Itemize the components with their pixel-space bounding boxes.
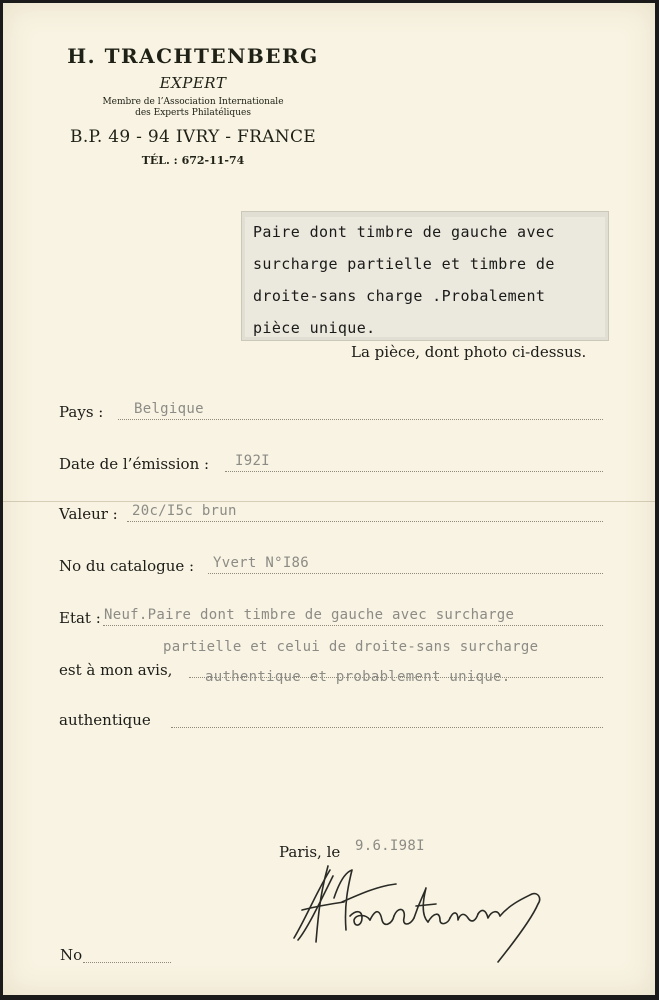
membership-text xyxy=(33,97,353,119)
place-label: Paris, le xyxy=(279,843,341,861)
number-label: No xyxy=(60,946,83,964)
issue-date-value: I92I xyxy=(235,453,270,469)
photo-text-line-4: pièce unique. xyxy=(253,319,376,337)
membership-line-1: Membre de l’Association Internationale xyxy=(102,97,284,107)
authentic-line xyxy=(171,727,603,728)
country-line xyxy=(118,419,603,420)
condition-value-2: partielle et celui de droite-sans surcharge xyxy=(163,639,539,655)
catalog-line xyxy=(208,573,603,574)
fold-line xyxy=(3,501,655,502)
value-line xyxy=(127,521,603,522)
photo-text-line-3: droite-sans charge .Probalement xyxy=(253,287,546,305)
condition-label: Etat : xyxy=(59,609,101,627)
stamp-photo-area xyxy=(241,211,609,341)
signature-date: 9.6.I98I xyxy=(355,838,425,854)
value-label: Valeur : xyxy=(59,505,118,523)
value-value: 20c/I5c brun xyxy=(132,503,237,519)
country-value: Belgique xyxy=(134,401,204,417)
condition-value-3: authentique et probablement unique. xyxy=(205,669,511,685)
photo-text-line-2: surcharge partielle et timbre de xyxy=(253,255,555,273)
membership-line-2: des Experts Philatéliques xyxy=(135,108,251,118)
certificate-page xyxy=(3,3,655,995)
condition-value-1: Neuf.Paire dont timbre de gauche avec surcharge xyxy=(104,607,515,623)
postal-address: B.P. 49 - 94 IVRY - FRANCE xyxy=(70,127,316,147)
photo-description-slip xyxy=(245,217,605,337)
photo-caption: La pièce, dont photo ci-dessus. xyxy=(351,343,587,361)
phone-number: TÉL. : 672-11-74 xyxy=(141,154,245,167)
catalog-value: Yvert N°I86 xyxy=(213,555,310,571)
issue-date-line xyxy=(225,471,603,472)
condition-line-1 xyxy=(103,625,603,626)
catalog-label: No du catalogue : xyxy=(59,557,195,575)
expert-name: H. TRACHTENBERG xyxy=(67,44,319,68)
country-label: Pays : xyxy=(59,403,104,421)
photo-text-line-1: Paire dont timbre de gauche avec xyxy=(253,223,555,241)
authentic-label: authentique xyxy=(59,711,151,729)
opinion-label: est à mon avis, xyxy=(59,661,173,679)
issue-date-label: Date de l’émission : xyxy=(59,455,210,473)
number-line xyxy=(83,962,171,963)
handwritten-signature xyxy=(288,858,558,968)
expert-title: EXPERT xyxy=(159,74,227,92)
